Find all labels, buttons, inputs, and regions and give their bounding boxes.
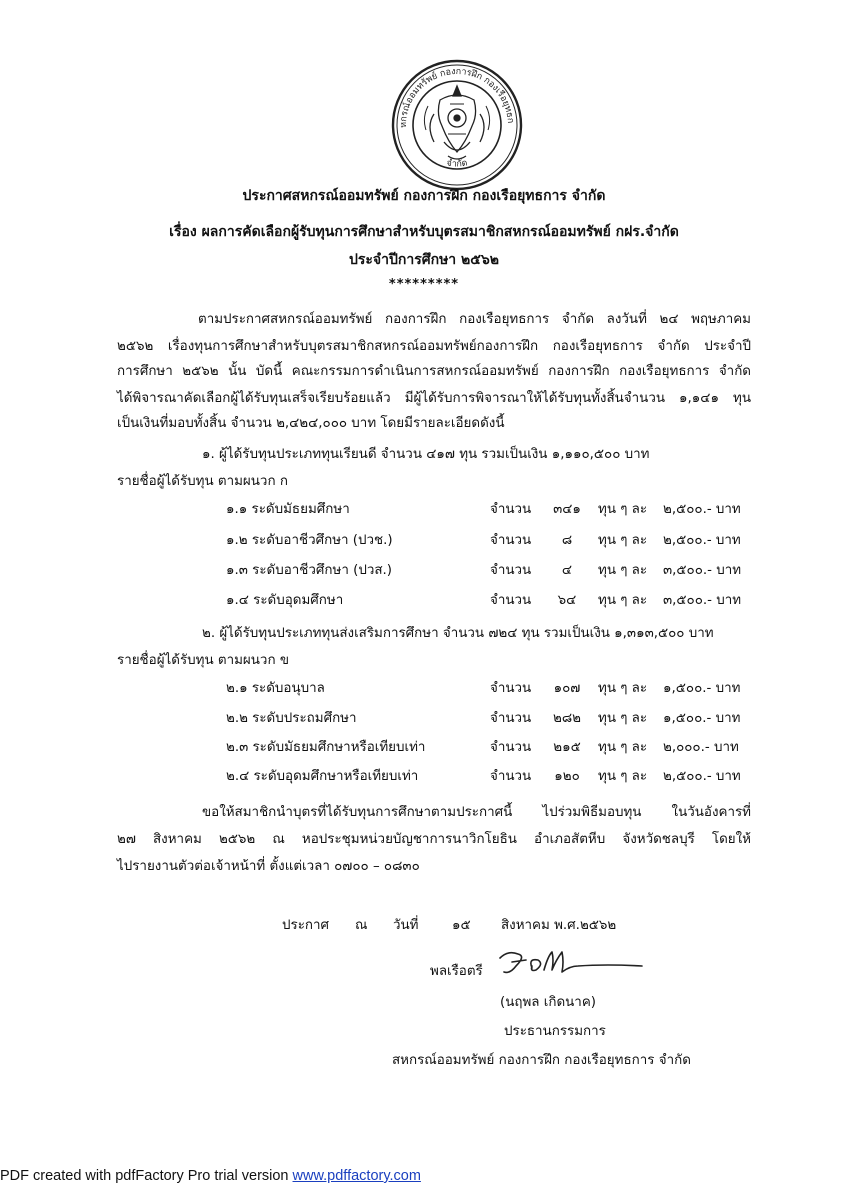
pdffactory-link[interactable]: www.pdffactory.com — [292, 1168, 421, 1184]
section-1-item-1 — [0, 498, 848, 518]
footer-text: PDF created with pdfFactory Pro trial version — [0, 1168, 293, 1184]
per-label: ทุน ๆ ละ — [598, 563, 648, 578]
level-label: ๑.๔ ระดับอุดมศึกษา — [226, 593, 344, 608]
section-2-heading: ๒. ผู้ได้รับทุนประเภททุนส่งเสริมการศึกษา จำนวน ๗๒๔ ทุน รวมเป็นเงิน ๑,๓๑๓,๕๐๐ บาท — [202, 626, 714, 641]
per-label: ทุน ๆ ละ — [598, 593, 648, 608]
count-label: จำนวน — [490, 681, 532, 696]
section-2-item-3 — [0, 736, 848, 756]
seal-ring-text-bottom: จำกัด — [445, 158, 469, 170]
pdf-footer — [0, 1168, 421, 1184]
section-2-item-4 — [0, 765, 848, 785]
closing-line-3: ไปรายงานตัวต่อเจ้าหน้าที่ ตั้งแต่เวลา ๐๗๐๐ – ๐๘๓๐ — [117, 859, 420, 874]
level-label: ๒.๒ ระดับประถมศึกษา — [226, 711, 357, 726]
count-value: ๖๔ — [557, 593, 577, 608]
section-1-item-2 — [0, 529, 848, 549]
intro-line-5: เป็นเงินที่มอบทั้งสิ้น จำนวน ๒,๔๒๔,๐๐๐ บาท โดยมีรายละเอียดดังนี้ — [117, 416, 505, 431]
per-label: ทุน ๆ ละ — [598, 533, 648, 548]
section-1-heading: ๑. ผู้ได้รับทุนประเภททุนเรียนดี จำนวน ๔๑๗ ทุน รวมเป็นเงิน ๑,๑๑๐,๕๐๐ บาท — [202, 447, 650, 462]
section-2-sublist: รายชื่อผู้ได้รับทุน ตามผนวก ข — [117, 653, 289, 668]
intro-line-2: ๒๕๖๒ เรื่องทุนการศึกษาสำหรับบุตรสมาชิกสหกรณ์ออมทรัพย์กองการฝึก กองเรือยุทธการ จำกัด ประจำปี — [117, 339, 751, 354]
signer-position: ประธานกรรมการ — [504, 1024, 606, 1039]
signer-organization: สหกรณ์ออมทรัพย์ กองการฝึก กองเรือยุทธการ จำกัด — [392, 1053, 691, 1068]
intro-line-3: การศึกษา ๒๕๖๒ นั้น บัดนี้ คณะกรรมการดำเนินการสหกรณ์ออมทรัพย์ กองการฝึก กองเรือยุทธการ จำกัด — [117, 364, 751, 379]
closing-line-2: ๒๗ สิงหาคม ๒๕๖๒ ณ หอประชุมหน่วยบัญชาการนาวิกโยธิน อำเภอสัตหีบ จังหวัดชลบุรี โดยให้ — [117, 832, 751, 847]
level-label: ๒.๔ ระดับอุดมศึกษาหรือเทียบเท่า — [226, 769, 419, 784]
amount-value: ๒,๐๐๐.- บาท — [663, 740, 739, 755]
amount-value: ๑,๕๐๐.- บาท — [663, 711, 741, 726]
amount-value: ๓,๕๐๐.- บาท — [663, 563, 742, 578]
count-value: ๘ — [561, 533, 573, 548]
cooperative-seal — [388, 56, 526, 194]
count-label: จำนวน — [490, 593, 532, 608]
announcement-title: ประกาศสหกรณ์ออมทรัพย์ กองการฝึก กองเรือยุทธการ จำกัด — [242, 188, 606, 204]
emblem-icon — [424, 86, 489, 159]
section-1-item-4 — [0, 589, 848, 609]
date-day-label: วันที่ — [393, 918, 419, 933]
amount-value: ๒,๕๐๐.- บาท — [663, 533, 741, 548]
signer-rank: พลเรือตรี — [430, 964, 483, 979]
count-value: ๑๐๗ — [553, 681, 581, 696]
count-value: ๑๒๐ — [554, 769, 580, 784]
level-label: ๒.๓ ระดับมัธยมศึกษาหรือเทียบเท่า — [226, 740, 426, 755]
section-1-sublist: รายชื่อผู้ได้รับทุน ตามผนวก ก — [117, 474, 288, 489]
separator-stars: ********* — [388, 277, 460, 292]
per-label: ทุน ๆ ละ — [598, 711, 648, 726]
amount-value: ๒,๕๐๐.- บาท — [663, 769, 741, 784]
count-label: จำนวน — [490, 740, 532, 755]
level-label: ๑.๓ ระดับอาชีวศึกษา (ปวส.) — [226, 563, 393, 578]
signer-name: (นฤพล เกิดนาค) — [500, 995, 597, 1010]
handwritten-signature — [496, 946, 644, 982]
announcement-date — [0, 914, 848, 934]
intro-line-4: ได้พิจารณาคัดเลือกผู้ได้รับทุนเสร็จเรียบร้อยแล้ว มีผู้ได้รับการพิจารณาให้ได้รับทุนทั้งสิ้นจำนวน ๑,๑๔๑ ทุน — [117, 391, 751, 406]
count-value: ๓๔๑ — [553, 502, 581, 517]
count-label: จำนวน — [490, 533, 532, 548]
amount-value: ๓,๕๐๐.- บาท — [663, 593, 742, 608]
seal-ring-text-top: หกรณ์ออมทรัพย์ กองการฝึก กองเรือยุทธก — [398, 66, 516, 128]
count-value: ๒๘๒ — [553, 711, 581, 726]
per-label: ทุน ๆ ละ — [598, 502, 648, 517]
count-label: จำนวน — [490, 563, 532, 578]
count-value: ๒๑๕ — [553, 740, 581, 755]
section-1-item-3 — [0, 559, 848, 579]
date-prefix: ประกาศ — [282, 918, 330, 933]
per-label: ทุน ๆ ละ — [598, 769, 648, 784]
intro-line-1: ตามประกาศสหกรณ์ออมทรัพย์ กองการฝึก กองเรือยุทธการ จำกัด ลงวันที่ ๒๔ พฤษภาคม — [198, 312, 751, 327]
count-label: จำนวน — [490, 769, 532, 784]
level-label: ๑.๒ ระดับอาชีวศึกษา (ปวช.) — [226, 533, 393, 548]
count-value: ๔ — [561, 563, 573, 578]
level-label: ๒.๑ ระดับอนุบาล — [226, 681, 325, 696]
per-label: ทุน ๆ ละ — [598, 681, 648, 696]
count-label: จำนวน — [490, 502, 532, 517]
closing-line-1: ขอให้สมาชิกนำบุตรที่ได้รับทุนการศึกษาตามประกาศนี้ ไปร่วมพิธีมอบทุน ในวันอังคารที่ — [202, 805, 751, 820]
amount-value: ๒,๕๐๐.- บาท — [663, 502, 741, 517]
date-day: ๑๕ — [452, 918, 471, 933]
subject-line: เรื่อง ผลการคัดเลือกผู้รับทุนการศึกษาสำหรับบุตรสมาชิกสหกรณ์ออมทรัพย์ กฝร.จำกัด — [169, 224, 679, 240]
section-2-item-2 — [0, 707, 848, 727]
date-month-year: สิงหาคม พ.ศ.๒๕๖๒ — [501, 918, 617, 933]
date-at: ณ — [355, 918, 368, 933]
level-label: ๑.๑ ระดับมัธยมศึกษา — [226, 502, 350, 517]
section-2-item-1 — [0, 677, 848, 697]
amount-value: ๑,๕๐๐.- บาท — [663, 681, 741, 696]
academic-year-line: ประจำปีการศึกษา ๒๕๖๒ — [348, 252, 499, 268]
count-label: จำนวน — [490, 711, 532, 726]
per-label: ทุน ๆ ละ — [598, 740, 648, 755]
